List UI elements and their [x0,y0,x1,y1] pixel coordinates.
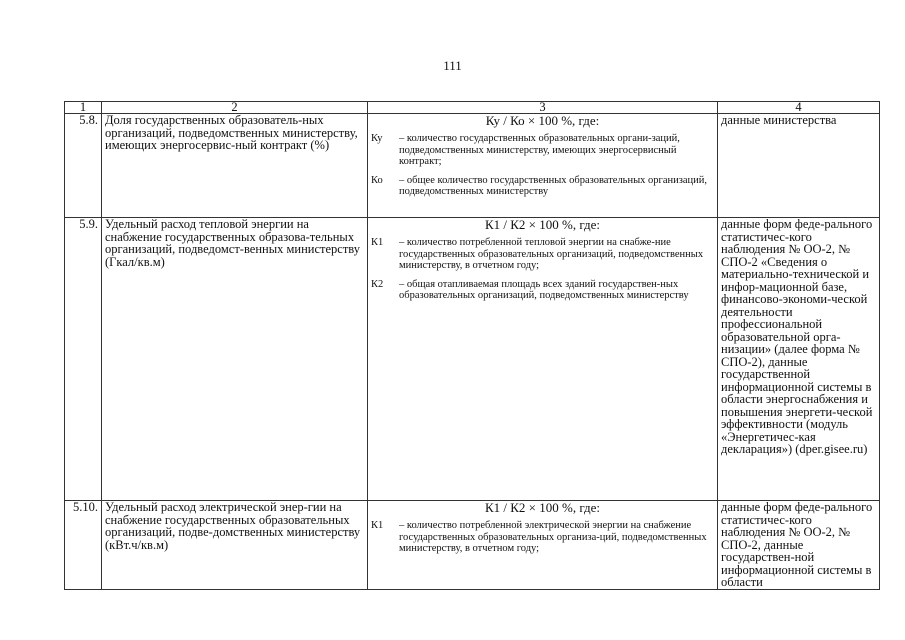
variable-text: – общее количество государственных образовательных организаций, подведомственных министерству [399,174,708,197]
table-row [65,218,880,501]
calculation-method [368,501,718,590]
variable-text: – количество государственных образовательных органи-заций, подведомственных министерству, имеющих энергосервисный контракт; [399,133,680,167]
indicator-name: Удельный расход электрической энер-гии на снабжение государственных образовательных организаций, подве-домственных министерству (кВт.ч/кв.м) [102,501,368,590]
variable-symbol: К2 [371,278,384,290]
row-number: 5.10. [65,501,102,590]
header-cell: 1 [65,102,102,114]
indicator-name: Доля государственных образователь-ных организаций, подведомственных министерству, имеющих энергосервис-ный контракт (%) [102,114,368,218]
formula: Ку / Ко × 100 %, где: [485,113,600,128]
header-cell: 4 [718,102,880,114]
indicators-table [64,101,880,590]
formula: К1 / К2 × 100 %, где: [484,500,601,515]
variable-text: – количество потребленной тепловой энергии на снабже-ние государственных образовательных организаций, подведомственных министерству, в отчетном году; [399,237,704,271]
indicator-name: Удельный расход тепловой энергии на снабжение государственных образова-тельных организаций, подведомст-венных министерству (Гкал/кв.м) [102,218,368,501]
variable-symbol: К1 [371,520,384,531]
data-source: данные министерства [718,114,880,218]
variable-definition [371,175,714,198]
variable-definition [371,279,714,302]
variable-definition [371,133,714,168]
row-number: 5.8. [65,114,102,218]
variable-symbol: Ку [371,133,383,144]
calculation-method [368,218,718,501]
header-cell: 2 [102,102,368,114]
calculation-method [368,114,718,218]
table-row [65,501,880,590]
table-row [65,114,880,218]
data-source: данные форм феде-рального статистичес-кого наблюдения № ОО-2, № СПО-2 «Сведения о материально-технической и инфор-мационной базе, финансово-экономи-ческой деятельности профессиональной образовательной орга-низации» (далее форма № СПО-2), данные государственной информационной системы в области энергоснабжения и повышения энергети-ческой эффективности (модуль «Энергетичес-кая декларация») (dper.gisee.ru) [718,218,880,501]
variable-symbol: Ко [371,174,383,186]
page-number: 111 [443,58,462,73]
variable-definition [371,520,714,555]
header-cell: 3 [368,102,718,114]
variable-text: – количество потребленной электрической энергии на снабжение государственных образовательных организа-ций, подведомственных министерству, в отчетном году; [399,520,707,554]
row-number: 5.9. [65,218,102,501]
variable-symbol: К1 [371,237,384,248]
table-header-row [65,102,880,114]
formula: К1 / К2 × 100 %, где: [484,217,601,232]
variable-definition [371,237,714,272]
variable-text: – общая отапливаемая площадь всех зданий государствен-ных образовательных организаций, подведомственных министерству [399,278,689,301]
data-source: данные форм феде-рального статистичес-кого наблюдения № ОО-2, № СПО-2, данные государствен-ной информационной системы в области [718,501,880,590]
